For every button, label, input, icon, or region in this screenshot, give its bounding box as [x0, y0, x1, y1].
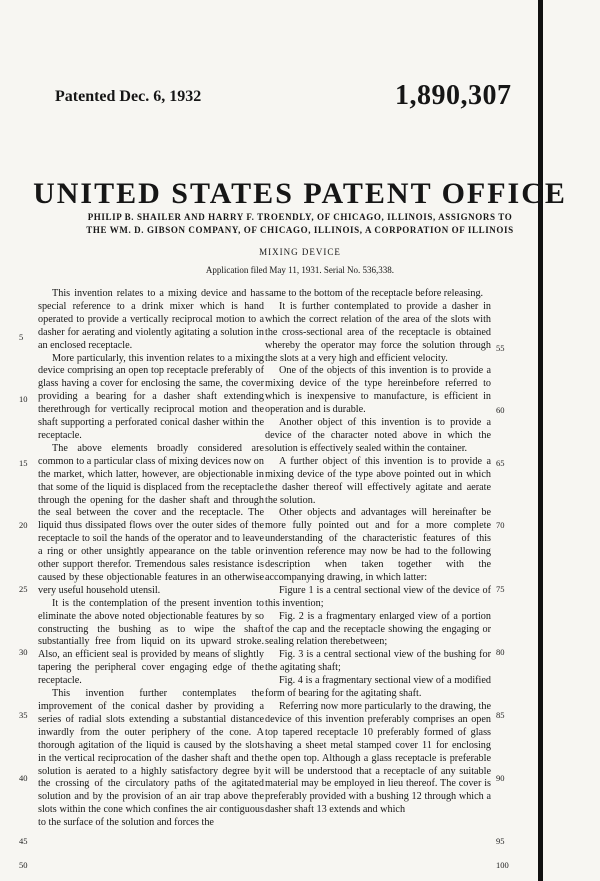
- paragraph: One of the objects of this invention is to provide a mixing device of the type hereinbefore referred to which is inexpensive to manufacture, is efficient in operation and is durable.: [265, 365, 491, 416]
- line-number: 95: [496, 836, 505, 846]
- paragraph: Another object of this invention is to provide a device of the character noted above in which the solution is effectively sealed within the container.: [265, 417, 491, 454]
- paragraph: A further object of this invention is to provide a mixing device of the type above pointed out in which the dasher thereof will effectively agitate and aerate the solution.: [265, 455, 491, 506]
- right-column: [265, 288, 491, 817]
- line-number: 30: [19, 647, 28, 657]
- line-number: 35: [19, 710, 28, 720]
- paragraph: It is the contemplation of the present invention to eliminate the above noted objectionable features by so constructing the bushing as to wipe the shaft substantially free from liquid on its upward stroke. Also, an efficient seal is provided by means of slightly tapering the peripheral cover engaging edge of the receptacle.: [38, 597, 264, 687]
- paragraph: Fig. 4 is a fragmentary sectional view of a modified form of bearing for the agitating shaft.: [265, 675, 491, 700]
- paragraph: Figure 1 is a central sectional view of the device of this invention;: [265, 584, 491, 609]
- line-number: 55: [496, 343, 505, 353]
- line-number: 100: [496, 860, 509, 870]
- line-number: 85: [496, 710, 505, 720]
- office-title: UNITED STATES PATENT OFFICE: [33, 177, 567, 210]
- line-number: 65: [496, 458, 505, 468]
- line-number: 10: [19, 394, 28, 404]
- line-number: 75: [496, 584, 505, 594]
- patent-date: Patented Dec. 6, 1932: [55, 88, 202, 105]
- paragraph: Fig. 2 is a fragmentary enlarged view of a portion of the cap and the receptacle showing the engaging or sealing relation therebetween;: [265, 610, 491, 648]
- line-number: 25: [19, 584, 28, 594]
- left-column: [38, 288, 264, 830]
- line-number: 5: [19, 332, 24, 342]
- line-number: 70: [496, 520, 505, 530]
- paragraph: same to the bottom of the receptacle before releasing.: [265, 288, 484, 299]
- paragraph: Other objects and advantages will hereinafter be more fully pointed out and for a more complete understanding of the characteristic features of this invention reference may now be had to the following description when taken together with the accompanying drawing, in which latter:: [265, 507, 491, 583]
- paragraph: This invention further contemplates the improvement of the conical dasher by providing a series of radial slots extending a substantial distance inwardly from the outer periphery of the cone. A thorough agitation of the liquid is caused by the slots in the vertical reciprocation of the dasher shaft and the solution is aerated to a highly satisfactory degree by the crossing of the circulatory paths of the agitated solution and by the provision of an air trap above the slots within the cone which confines the air contiguous to the surface of the solution and forces the: [38, 688, 264, 829]
- paragraph: This invention relates to a mixing device and has special reference to a drink mixer which is hand operated to provide a vertically reciprocal motion to a dasher for aerating and violently agitating a solution in an enclosed receptacle.: [38, 288, 264, 351]
- assignors-line-1: PHILIP B. SHAILER AND HARRY F. TROENDLY, OF CHICAGO, ILLINOIS, ASSIGNORS TO: [87, 212, 513, 222]
- line-number: 80: [496, 647, 505, 657]
- line-number: 50: [19, 860, 28, 870]
- line-number: 90: [496, 773, 505, 783]
- device-title: MIXING DEVICE: [259, 247, 341, 257]
- line-number: 40: [19, 773, 28, 783]
- assignors-line-2: THE WM. D. GIBSON COMPANY, OF CHICAGO, ILLINOIS, A CORPORATION OF ILLINOIS: [86, 225, 514, 235]
- paragraph: Referring now more particularly to the drawing, the device of this invention preferably comprises an open top tapered receptacle 10 preferably formed of glass having a sheet metal stamped cover 11 for enclosing the open top. Although a glass receptacle is preferable it will be understood that a receptacle of any suitable material may be employed in lieu thereof. The cover is preferably provided with a bushing 12 through which a dasher shaft 13 extends and which: [265, 701, 491, 816]
- line-number: 45: [19, 836, 28, 846]
- page-edge-bar: [538, 0, 543, 881]
- line-number: 20: [19, 520, 28, 530]
- paragraph: Fig. 3 is a central sectional view of the bushing for the agitating shaft;: [265, 649, 491, 674]
- paragraph: More particularly, this invention relates to a mixing device comprising an open top receptacle preferably of glass having a cover for enclosing the same, the cover providing a bearing for a dasher shaft extending therethrough for vertically reciprocal motion and the shaft supporting a perforated conical dasher within the receptacle.: [38, 352, 264, 441]
- paragraph: The above elements broadly considered are common to a particular class of mixing devices now on the market, which latter, however, are objectionable in that some of the liquid is displaced from the receptacle through the opening for the dasher shaft and through the seal between the cover and the receptacle. The liquid thus dissipated flows over the outer sides of the receptacle to soil the hands of the operator and to leave a ring or other unsightly appearance on the table or other support therefor. Tremendous sales resistance is caused by these objectionable features in an otherwise very useful household utensil.: [38, 442, 264, 596]
- line-number: 60: [496, 405, 505, 415]
- paragraph: It is further contemplated to provide a dasher in which the correct relation of the area of the slots with the cross-sectional area of the receptacle is obtained whereby the operator may force the solution through the slots at a very high and efficient velocity.: [265, 300, 491, 364]
- application-line: Application filed May 11, 1931. Serial No. 536,338.: [205, 265, 395, 275]
- patent-number: 1,890,307: [395, 80, 512, 111]
- line-number: 15: [19, 458, 28, 468]
